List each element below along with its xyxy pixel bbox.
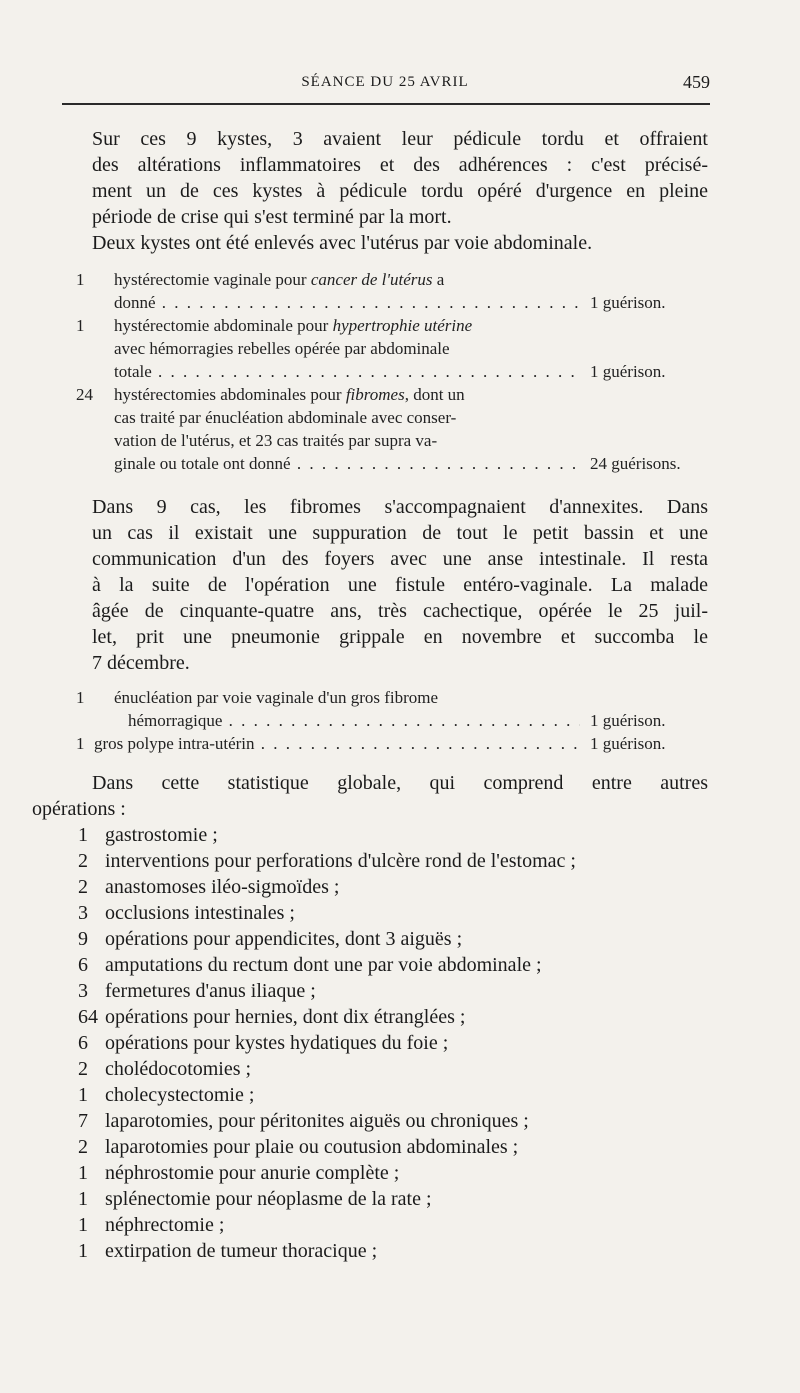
op-text: interventions pour perforations d'ulcère rond de l'estomac ; bbox=[105, 850, 576, 872]
op-count: 7 bbox=[78, 1110, 88, 1132]
op-count: 3 bbox=[78, 980, 88, 1002]
stat-result: 24 guérisons. bbox=[590, 454, 681, 473]
stat-item bbox=[62, 732, 710, 755]
list-item bbox=[78, 1212, 576, 1238]
stat-count: 1 bbox=[76, 734, 85, 753]
text-line: let, prit une pneumonie grippale en novembre et succomba le bbox=[92, 626, 708, 648]
paragraph-statistique bbox=[32, 770, 708, 822]
list-item bbox=[78, 874, 576, 900]
text-line: des altérations inflammatoires et des adhérences : c'est précisé- bbox=[92, 154, 708, 176]
op-text: opérations pour kystes hydatiques du foie ; bbox=[105, 1032, 449, 1054]
op-text: gastrostomie ; bbox=[105, 824, 218, 846]
stat-result: 1 guérison. bbox=[590, 293, 666, 312]
op-count: 2 bbox=[78, 876, 88, 898]
stat-text: hystérectomie vaginale pour bbox=[114, 270, 311, 289]
running-header bbox=[60, 70, 710, 98]
text-line: Dans 9 cas, les fibromes s'accompagnaient d'annexites. Dans bbox=[92, 496, 708, 518]
list-item bbox=[78, 848, 576, 874]
stat-last-line: gros polype intra-utérin . . . bbox=[94, 732, 580, 755]
op-text: amputations du rectum dont une par voie abdominale ; bbox=[105, 954, 542, 976]
stat-result: 1 guérison. bbox=[590, 711, 666, 730]
header-title: SÉANCE DU 25 AVRIL bbox=[301, 74, 469, 90]
text-line: Deux kystes ont été enlevés avec l'utérus par voie abdominale. bbox=[92, 232, 593, 254]
stat-last-line: ginale ou totale ont donné . . . bbox=[114, 452, 580, 475]
list-item bbox=[78, 1108, 576, 1134]
stat-last-line: totale . . . bbox=[114, 360, 580, 383]
op-count: 1 bbox=[78, 1084, 88, 1106]
op-text: opérations pour hernies, dont dix étranglées ; bbox=[105, 1006, 466, 1028]
list-item bbox=[78, 1030, 576, 1056]
stat-count: 1 bbox=[76, 688, 85, 707]
op-count: 1 bbox=[78, 1214, 88, 1236]
page-number: 459 bbox=[683, 72, 710, 92]
op-text: cholédocotomies ; bbox=[105, 1058, 252, 1080]
op-text: splénectomie pour néoplasme de la rate ; bbox=[105, 1188, 432, 1210]
list-item bbox=[78, 926, 576, 952]
op-count: 6 bbox=[78, 954, 88, 976]
stat-text: hystérectomie abdominale pour bbox=[114, 316, 333, 335]
text-line: âgée de cinquante-quatre ans, très cachectique, opérée le 25 juil- bbox=[92, 600, 708, 622]
op-count: 2 bbox=[78, 1058, 88, 1080]
list-item bbox=[78, 1238, 576, 1264]
text-line: communication d'un des foyers avec une anse intestinale. Il resta bbox=[92, 548, 708, 570]
text-line: 7 décembre. bbox=[92, 652, 190, 674]
list-item bbox=[78, 1186, 576, 1212]
op-text: fermetures d'anus iliaque ; bbox=[105, 980, 316, 1002]
stat-result: 1 guérison. bbox=[590, 362, 666, 381]
stat-text: énucléation par voie vaginale d'un gros fibrome bbox=[114, 688, 439, 707]
list-item bbox=[78, 978, 576, 1004]
paragraph-fibromes bbox=[62, 494, 708, 676]
text-line: opérations : bbox=[32, 798, 126, 820]
op-text: laparotomies pour plaie ou coutusion abdominales ; bbox=[105, 1136, 519, 1158]
statistics-list-hysterectomies bbox=[62, 268, 710, 475]
list-item bbox=[78, 1134, 576, 1160]
op-count: 6 bbox=[78, 1032, 88, 1054]
op-count: 2 bbox=[78, 850, 88, 872]
stat-result: 1 guérison. bbox=[590, 734, 666, 753]
op-text: cholecystectomie ; bbox=[105, 1084, 255, 1106]
paragraph-kystes bbox=[62, 126, 708, 256]
stat-item bbox=[62, 686, 710, 732]
op-count: 1 bbox=[78, 1188, 88, 1210]
op-text: opérations pour appendicites, dont 3 aiguës ; bbox=[105, 928, 463, 950]
stat-last-line: hémorragique . . . bbox=[128, 709, 580, 732]
op-text: néphrostomie pour anurie complète ; bbox=[105, 1162, 400, 1184]
operations-list bbox=[78, 822, 576, 1264]
list-item bbox=[78, 1056, 576, 1082]
stat-count: 24 bbox=[76, 385, 93, 404]
op-count: 3 bbox=[78, 902, 88, 924]
list-item bbox=[78, 1160, 576, 1186]
stat-text: , dont un bbox=[404, 385, 465, 404]
text-line: ment un de ces kystes à pédicule tordu opéré d'urgence en pleine bbox=[92, 180, 708, 202]
list-item bbox=[78, 1004, 576, 1030]
op-text: laparotomies, pour péritonites aiguës ou chroniques ; bbox=[105, 1110, 529, 1132]
stat-text: a bbox=[432, 270, 445, 289]
text-line: période de crise qui s'est terminé par la mort. bbox=[92, 206, 452, 228]
stat-count: 1 bbox=[76, 270, 85, 289]
stat-italic: fibromes bbox=[345, 385, 405, 404]
list-item bbox=[78, 952, 576, 978]
header-rule bbox=[62, 103, 710, 105]
text-line: Sur ces 9 kystes, 3 avaient leur pédicule tordu et offraient bbox=[92, 128, 708, 150]
op-count: 1 bbox=[78, 824, 88, 846]
op-text: anastomoses iléo-sigmoïdes ; bbox=[105, 876, 340, 898]
text-line: Dans cette statistique globale, qui comprend entre autres bbox=[92, 772, 708, 794]
text-line: un cas il existait une suppuration de tout le petit bassin et une bbox=[92, 522, 708, 544]
list-item bbox=[78, 1082, 576, 1108]
op-count: 2 bbox=[78, 1136, 88, 1158]
statistics-list-vaginal bbox=[62, 686, 710, 755]
op-count: 64 bbox=[78, 1006, 98, 1028]
list-item bbox=[78, 822, 576, 848]
stat-item bbox=[62, 268, 710, 314]
op-text: occlusions intestinales ; bbox=[105, 902, 295, 924]
op-count: 1 bbox=[78, 1240, 88, 1262]
stat-italic: cancer de l'utérus bbox=[310, 270, 433, 289]
op-text: néphrectomie ; bbox=[105, 1214, 225, 1236]
stat-text: hystérectomies abdominales pour bbox=[114, 385, 346, 404]
stat-line: cas traité par énucléation abdominale avec conser- bbox=[114, 408, 457, 427]
op-count: 9 bbox=[78, 928, 88, 950]
stat-last-line: donné . . . bbox=[114, 291, 580, 314]
stat-italic: hypertrophie utérine bbox=[332, 316, 473, 335]
stat-item bbox=[62, 314, 710, 383]
stat-item bbox=[62, 383, 710, 475]
stat-line: vation de l'utérus, et 23 cas traités par supra va- bbox=[114, 431, 438, 450]
list-item bbox=[78, 900, 576, 926]
op-text: extirpation de tumeur thoracique ; bbox=[105, 1240, 378, 1262]
stat-line: avec hémorragies rebelles opérée par abdominale bbox=[114, 339, 450, 358]
op-count: 1 bbox=[78, 1162, 88, 1184]
stat-count: 1 bbox=[76, 316, 85, 335]
text-line: à la suite de l'opération une fistule entéro-vaginale. La malade bbox=[92, 574, 708, 596]
